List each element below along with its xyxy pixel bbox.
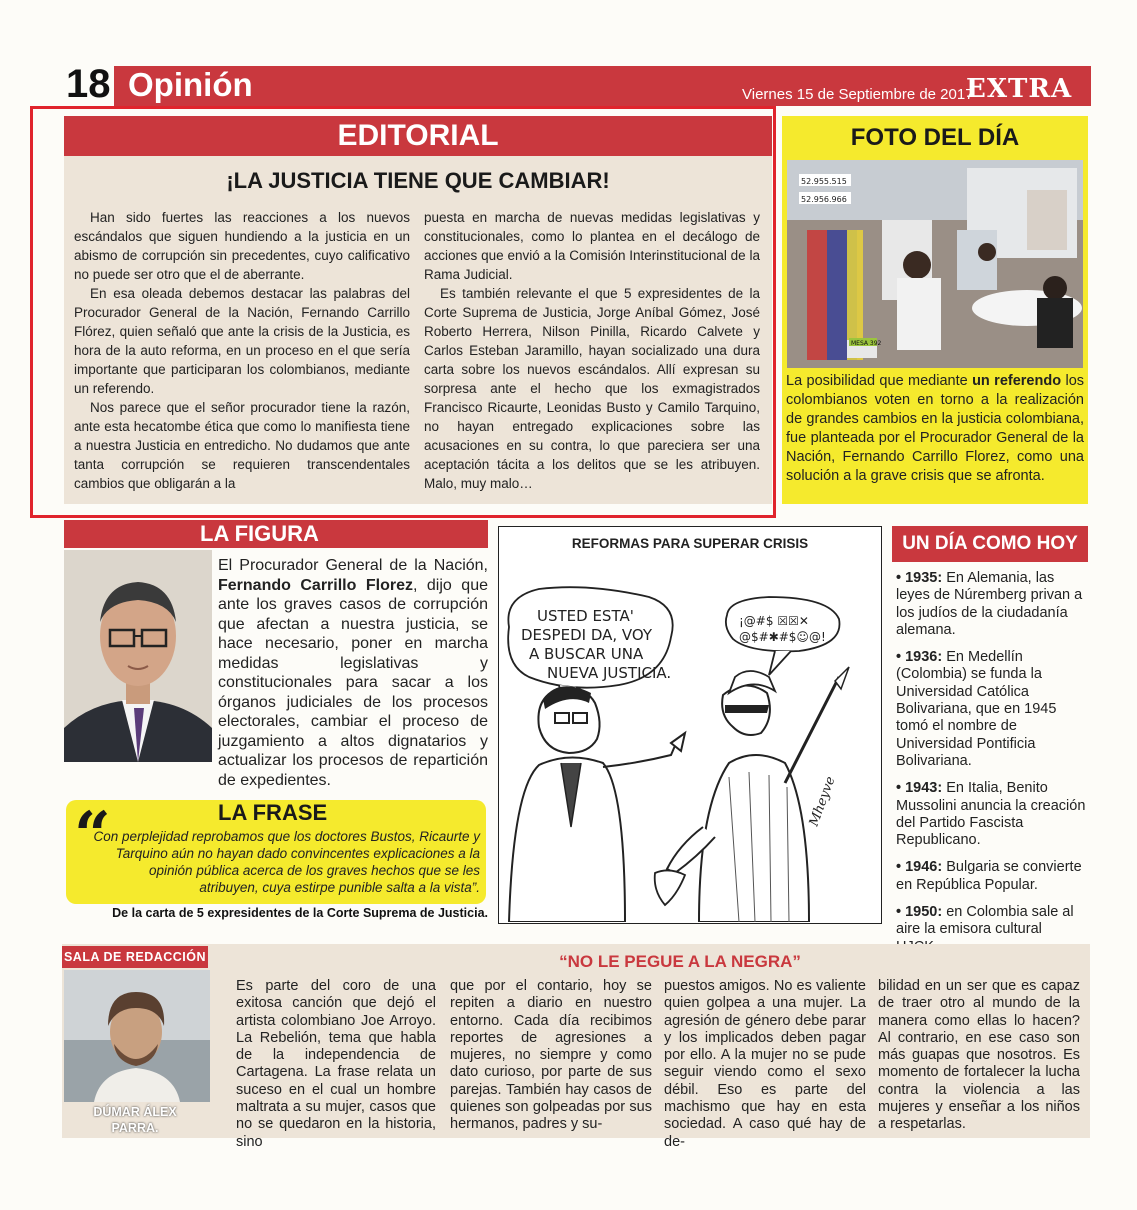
column-text-3: puestos amigos. No es valiente quien golpea a una mujer. La agresión de género debe parar y los implicados deben pagar por ello. A la mujer no se pude seguir viendo como el sexo débil. Eso es parte del machismo que hay en esta sociedad. A caso qué hay de de- — [664, 978, 866, 1150]
foto-del-dia-title: FOTO DEL DÍA — [850, 124, 1020, 151]
photo-sign-number-2: 52.956.966 — [801, 195, 847, 204]
la-frase-quote: Con perplejidad reprobamos que los doctores Bustos, Ricaurte y Tarquino aún no hayan dado convincentes explicaciones a la opinión pública acerca de los graves hechos que se les atribuyen, cuya estirpe punible salta a la vista”. — [93, 829, 480, 895]
figura-name: Fernando Carrillo Florez — [218, 576, 413, 594]
highlight-frame — [30, 106, 776, 518]
event-year: 1950: — [905, 904, 943, 921]
procurador-portrait — [64, 550, 212, 762]
voting-photo-illustration — [787, 160, 1083, 368]
columnist-name — [62, 1104, 208, 1136]
event-text: En Italia, Benito Mussolini anuncia la creación del Partido Fascista Republicano. — [896, 780, 1086, 849]
bubble-text: USTED ESTA' — [537, 607, 634, 625]
foto-del-dia-caption — [786, 372, 1084, 486]
quote-mark-icon: “ — [74, 798, 111, 873]
cartoon-drawing — [499, 527, 880, 922]
columnist-illustration — [64, 970, 210, 1102]
event-year: 1946: — [905, 859, 943, 876]
bubble-text: DESPEDI DA, VOY — [521, 626, 653, 644]
caption-text: La posibilidad que mediante — [786, 373, 973, 389]
caption-bold: un referendo — [972, 373, 1062, 389]
list-item: • 1936: En Medellín (Colombia) se funda la Universidad Católica Bolivariana, que en 1945 tomó el nombre de Universidad Pontificia Bolivariana. — [896, 649, 1057, 769]
list-item: • 1950: en Colombia sale al aire la emisora cultural — [896, 904, 1086, 956]
figura-text: El Procurador General de la Nación, — [218, 557, 488, 574]
columnist-photo — [64, 970, 210, 1102]
cartoonist-signature: Mheyve — [806, 774, 839, 829]
editorial-paragraph: Han sido fuertes las reacciones a los nuevos escándalos que siguen hundiendo a la justicia en un abismo de corrupción sin precedentes, cuyo calificativo no puede ser otro que el de aberrante. — [74, 210, 410, 282]
efemerides-list — [896, 570, 1086, 966]
event-text: En Medellín (Colombia) se funda la Universidad Católica Bolivariana, que en 1945 tomó el nombre de Universidad Pontificia Bolivariana. — [896, 649, 1057, 769]
column-text-1: Es parte del coro de una exitosa canción que dejó el artista colombiano Joe Arroyo. La Rebelión, tema que habla de la independencia de Cartagena. La frase relata un suceso en el cual un hombre maltrata a su mujer, casos que no se quedaron en la historia, sino — [236, 978, 436, 1150]
columnist-name-line: DÚMAR ÁLEX — [93, 1105, 177, 1119]
bubble-symbols: ¡@#$ ☒☒✕ — [739, 614, 809, 628]
editorial-paragraph: Es también relevante el que 5 expresidentes de la Corte Suprema de Justicia, Jorge Aníbal Gómez, José Roberto Herrera, Nilson Pinilla, Ricardo Calvete y Carlos Esteban Jaramillo, hayan socializado una dura carta sobre los nuevos escándalos. Allí expresan su sorpresa ante el hecho que los exmagistrados Francisco Ricaurte, Leonidas Busto y Camilo Tarquino, no hayan entregado explicaciones sobre las acusaciones en su contra, lo que pareciera ser una aceptación tácita a los delitos que se les atribuyen. Malo, muy malo… — [424, 286, 760, 491]
list-item: • 1935: En Alemania, las leyes de Núremberg privan a los judíos de la ciudadanía alemana. — [896, 570, 1083, 638]
list-item: • 1943: En Italia, Benito Mussolini anuncia la creación del Partido Fascista Republicano. — [896, 780, 1086, 849]
event-text: En Alemania, las leyes de Núremberg privan a los judíos de la ciudadanía alemana. — [896, 570, 1083, 638]
figura-text: , dijo que ante los graves casos de corrupción que afectan a nuestra justicia, se hace necesario, poner en marcha medidas legislativas y constitucionales para sacar a los órganos judiciales de los procesos electorales, cambiar el proceso de juzgamiento a altos dignatarios y actualizar los procesos de repartición de expedientes. — [218, 576, 488, 789]
la-frase-source: De la carta de 5 expresidentes de la Corte Suprema de Justicia. — [112, 906, 488, 920]
column-text-4: bilidad en un ser que es capaz de traer otro al mundo de la manera como ellas lo hacen? Al contrario, en ese caso son más guapas que nosotros. Es momento de fortalecer la lucha contra la violencia a las mujeres y enseñar a los niños a respetarlas. — [878, 978, 1080, 1133]
voting-photo — [787, 160, 1083, 368]
editorial-cartoon — [498, 526, 882, 924]
section-title: Opinión — [128, 66, 253, 103]
la-figura-title: LA FIGURA — [200, 521, 319, 546]
event-year: 1936: — [905, 649, 943, 666]
list-item: • 1946: Bulgaria se convierte en República Popular. — [896, 859, 1082, 893]
event-text: Bulgaria se convierte en República Popular. — [896, 859, 1082, 893]
editorial-paragraph: Nos parece que el señor procurador tiene la razón, ante esta hecatombe ética que como lo manifiesta tiene a nuestra Justicia en entredicho. No dudamos que ante tanta corrupción se requieren transcendentales cambios que obligarán a la — [74, 400, 410, 491]
editorial-label: EDITORIAL — [337, 119, 499, 152]
caption-text: los colombianos voten en torno a la realización de grandes cambios en la justicia colombiana, fue planteada por el Procurador General de la Nación, Fernando Carrillo Florez, como una solución a la grave crisis que se afronta. — [786, 373, 1085, 484]
issue-date: Viernes 15 de Septiembre de 2017 — [742, 86, 974, 103]
page-number: 18 — [66, 62, 111, 106]
newspaper-logo: EXTRA — [966, 74, 1073, 104]
column-text-2: que por el contario, hoy se repiten a diario en nuestro entorno. Cada día recibimos reportes de agresiones a mujeres, no siempre y como dato curioso, por parte de sus parejas. También hay casos de quienes son golpeadas por sus hermanos, padres y su- — [450, 978, 652, 1133]
portrait-illustration — [64, 550, 212, 762]
sala-de-redaccion-tag: SALA DE REDACCIÓN — [63, 950, 207, 964]
un-dia-como-hoy-title: UN DÍA COMO HOY — [902, 533, 1078, 554]
editorial-paragraph: En esa oleada debemos destacar las palabras del Procurador General de la Nación, Fernando Carrillo Flórez, quien señaló que ante la crisis de la Justicia, es hora de la auto reforma, en un proceso en el que sería importante que participaran los colombianos, mediante un referendo. — [74, 286, 410, 396]
la-figura-text — [218, 556, 488, 790]
bubble-text: A BUSCAR UNA — [529, 645, 644, 663]
columnist-name-line: PARRA. — [111, 1121, 159, 1135]
photo-sign-number-1: 52.955.515 — [801, 177, 847, 186]
editorial-paragraph: puesta en marcha de nuevas medidas legislativas y constitucionales, como lo plantea en el decálogo de acciones que envió a la Comisión Interinstitucional de la Rama Judicial. — [424, 210, 760, 282]
la-frase-title: LA FRASE — [218, 800, 328, 825]
bubble-symbols: @$#✱#$☺@! — [739, 630, 826, 644]
editorial-headline: ¡LA JUSTICIA TIENE QUE CAMBIAR! — [226, 168, 610, 193]
event-year: 1943: — [905, 780, 943, 797]
photo-table-label: MESA 392 — [851, 340, 882, 347]
bubble-text: NUEVA JUSTICIA. — [547, 664, 672, 682]
cartoon-title: REFORMAS PARA SUPERAR CRISIS — [571, 536, 809, 551]
column-headline: “NO LE PEGUE A LA NEGRA” — [559, 952, 801, 971]
event-year: 1935: — [905, 570, 943, 586]
event-text: en Colombia sale al aire la emisora cultural — [896, 904, 1074, 938]
